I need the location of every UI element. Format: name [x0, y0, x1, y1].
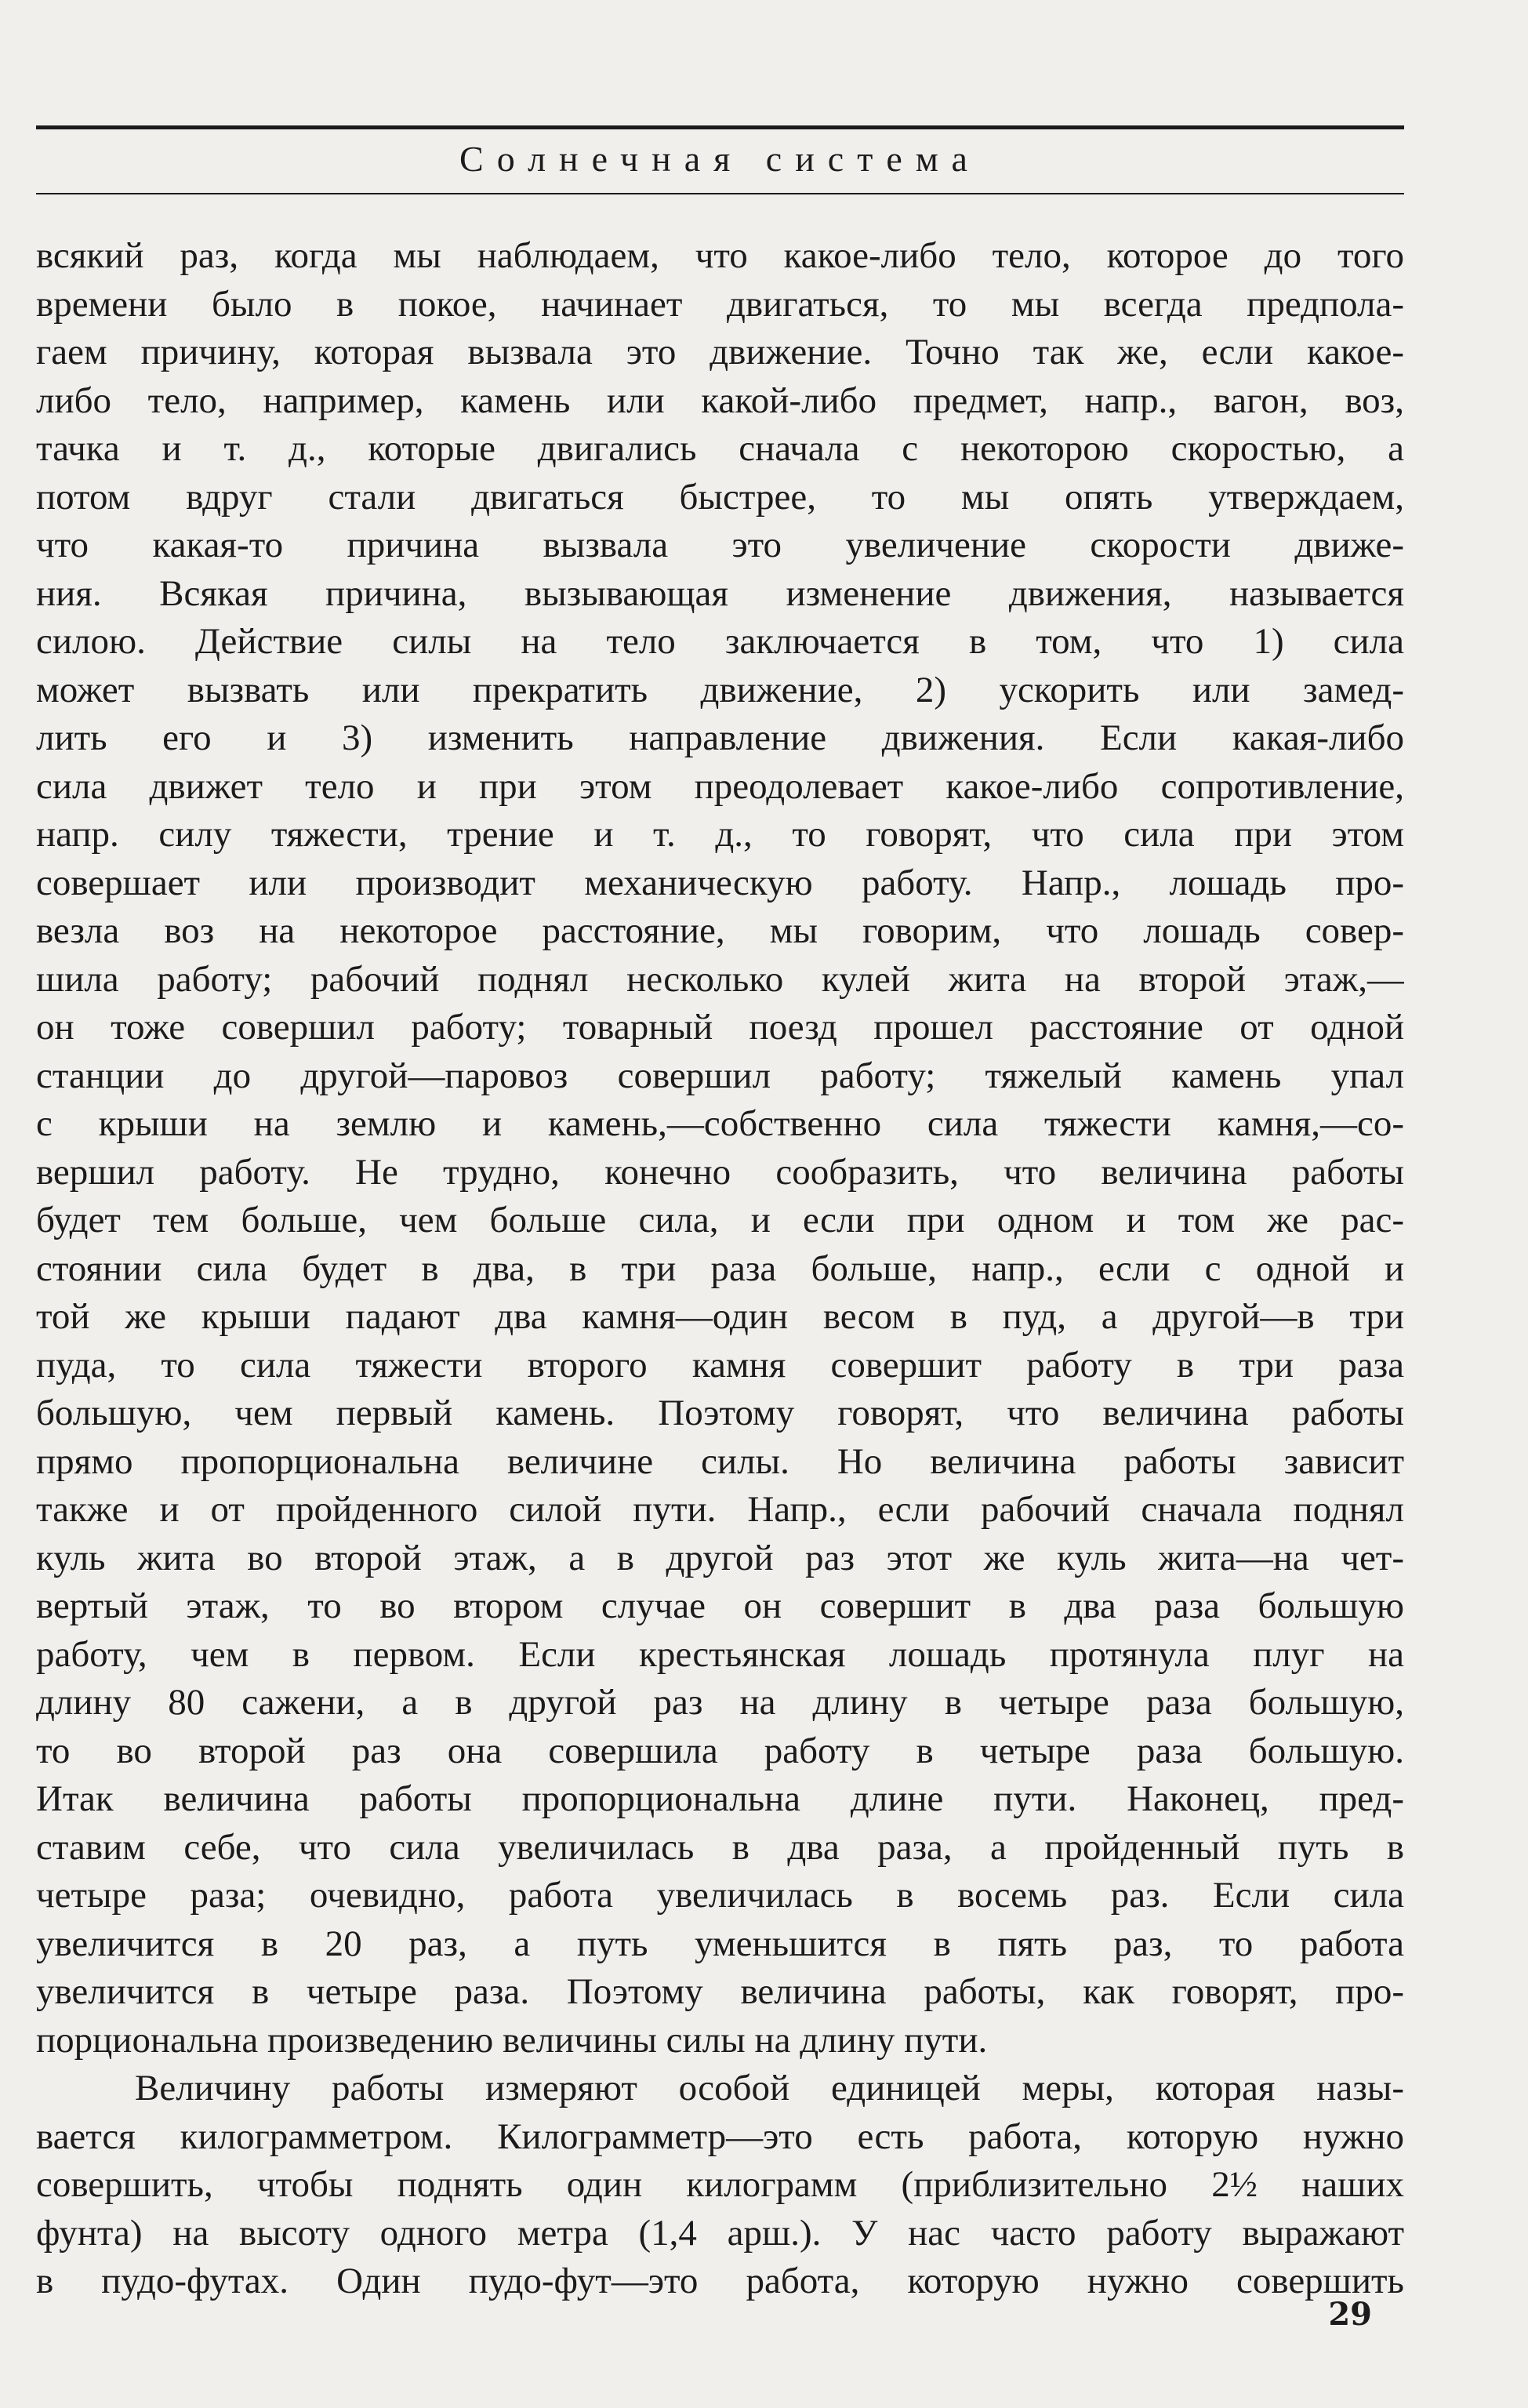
header-rule-top — [36, 125, 1404, 129]
text-line: большую, чем первый камень. Поэтому говорят, что величина работы — [36, 1393, 1404, 1433]
running-head: Солнечная система — [459, 139, 981, 179]
text-line: силою. Действие силы на тело заключается в том, что 1) сила — [36, 621, 1404, 662]
text-line: лить его и 3) изменить направление движения. Если какая-либо — [36, 717, 1404, 758]
text-line: также и от пройденного силой пути. Напр., если рабочий сначала поднял — [36, 1489, 1404, 1530]
text-line: времени было в покое, начинает двигаться, то мы всегда предпола- — [36, 283, 1404, 325]
text-line: напр. силу тяжести, трение и т. д., то говорят, что сила при этом — [36, 814, 1404, 855]
text-line: вается килограмметром. Килограмметр—это есть работа, которую нужно — [36, 2116, 1404, 2157]
text-line: гаем причину, которая вызвала это движение. Точно так же, если какое- — [36, 332, 1404, 372]
text-line: тачка и т. д., которые двигались сначала с некоторою скоростью, а — [36, 428, 1404, 469]
text-line: пуда, то сила тяжести второго камня совершит работу в три раза — [36, 1344, 1404, 1386]
text-line: то во второй раз она совершила работу в четыре раза большую. — [36, 1730, 1404, 1771]
text-line: ставим себе, что сила увеличилась в два раза, а пройденный путь в — [36, 1826, 1404, 1868]
header-rule-bottom — [36, 193, 1404, 194]
text-line: ния. Всякая причина, вызывающая изменение движения, называется — [36, 572, 1404, 614]
text-line: вершил работу. Не трудно, конечно сообразить, что величина работы — [36, 1151, 1404, 1193]
text-line: стоянии сила будет в два, в три раза больше, напр., если с одной и — [36, 1248, 1404, 1289]
text-line: прямо пропорциональна величине силы. Но величина работы зависит — [36, 1440, 1404, 1482]
text-line: либо тело, например, камень или какой-либо предмет, напр., вагон, воз, — [36, 380, 1404, 421]
text-line: увеличится в четыре раза. Поэтому величина работы, как говорят, про- — [36, 1971, 1404, 2012]
text-line: совершает или производит механическую работу. Напр., лошадь про- — [36, 862, 1404, 903]
body-text — [36, 232, 1404, 2306]
text-line: в пудо-футах. Один пудо-фут—это работа, которую нужно совершить — [36, 2261, 1404, 2301]
text-line: что какая-то причина вызвала это увеличение скорости движе- — [36, 525, 1404, 565]
text-line: Итак величина работы пропорциональна длине пути. Наконец, пред- — [36, 1778, 1404, 1819]
text-line: с крыши на землю и камень,—собственно сила тяжести камня,—со- — [36, 1103, 1404, 1144]
text-line: будет тем больше, чем больше сила, и если при одном и том же рас- — [36, 1200, 1404, 1240]
text-line: четыре раза; очевидно, работа увеличилась в восемь раз. Если сила — [36, 1875, 1404, 1916]
text-line: куль жита во второй этаж, а в другой раз этот же куль жита—на чет- — [36, 1537, 1404, 1578]
text-line: той же крыши падают два камня—один весом в пуд, а другой—в три — [36, 1296, 1404, 1337]
text-line: совершить, чтобы поднять один килограмм (приблизительно 2½ наших — [36, 2164, 1404, 2205]
text-line: потом вдруг стали двигаться быстрее, то мы опять утверждаем, — [36, 476, 1404, 518]
text-line: он тоже совершил работу; товарный поезд прошел расстояние от одной — [36, 1007, 1404, 1048]
text-line: шила работу; рабочий поднял несколько кулей жита на второй этаж,— — [36, 958, 1404, 1000]
text-line: Величину работы измеряют особой единицей меры, которая назы- — [135, 2068, 1404, 2108]
text-line: сила движет тело и при этом преодолевает какое-либо сопротивление, — [36, 765, 1404, 807]
text-line: вертый этаж, то во втором случае он совершит в два раза большую — [36, 1585, 1404, 1626]
text-line: порциональна произведению величины силы на длину пути. — [36, 2019, 988, 2061]
text-line: увеличится в 20 раз, а путь уменьшится в пять раз, то работа — [36, 1923, 1404, 1964]
text-line: работу, чем в первом. Если крестьянская лошадь протянула плуг на — [36, 1633, 1404, 1675]
page-number: 29 — [1328, 2296, 1372, 2333]
text-line: может вызвать или прекратить движение, 2) ускорить или замед- — [36, 669, 1404, 710]
text-line: фунта) на высоту одного метра (1,4 арш.). У нас часто работу выражают — [36, 2212, 1404, 2254]
text-line: всякий раз, когда мы наблюдаем, что какое-либо тело, которое до того — [36, 235, 1404, 276]
text-line: станции до другой—паровоз совершил работу; тяжелый камень упал — [36, 1055, 1404, 1096]
text-line: длину 80 сажени, а в другой раз на длину в четыре раза большую, — [36, 1682, 1404, 1723]
text-line: везла воз на некоторое расстояние, мы говорим, что лошадь совер- — [36, 910, 1404, 951]
